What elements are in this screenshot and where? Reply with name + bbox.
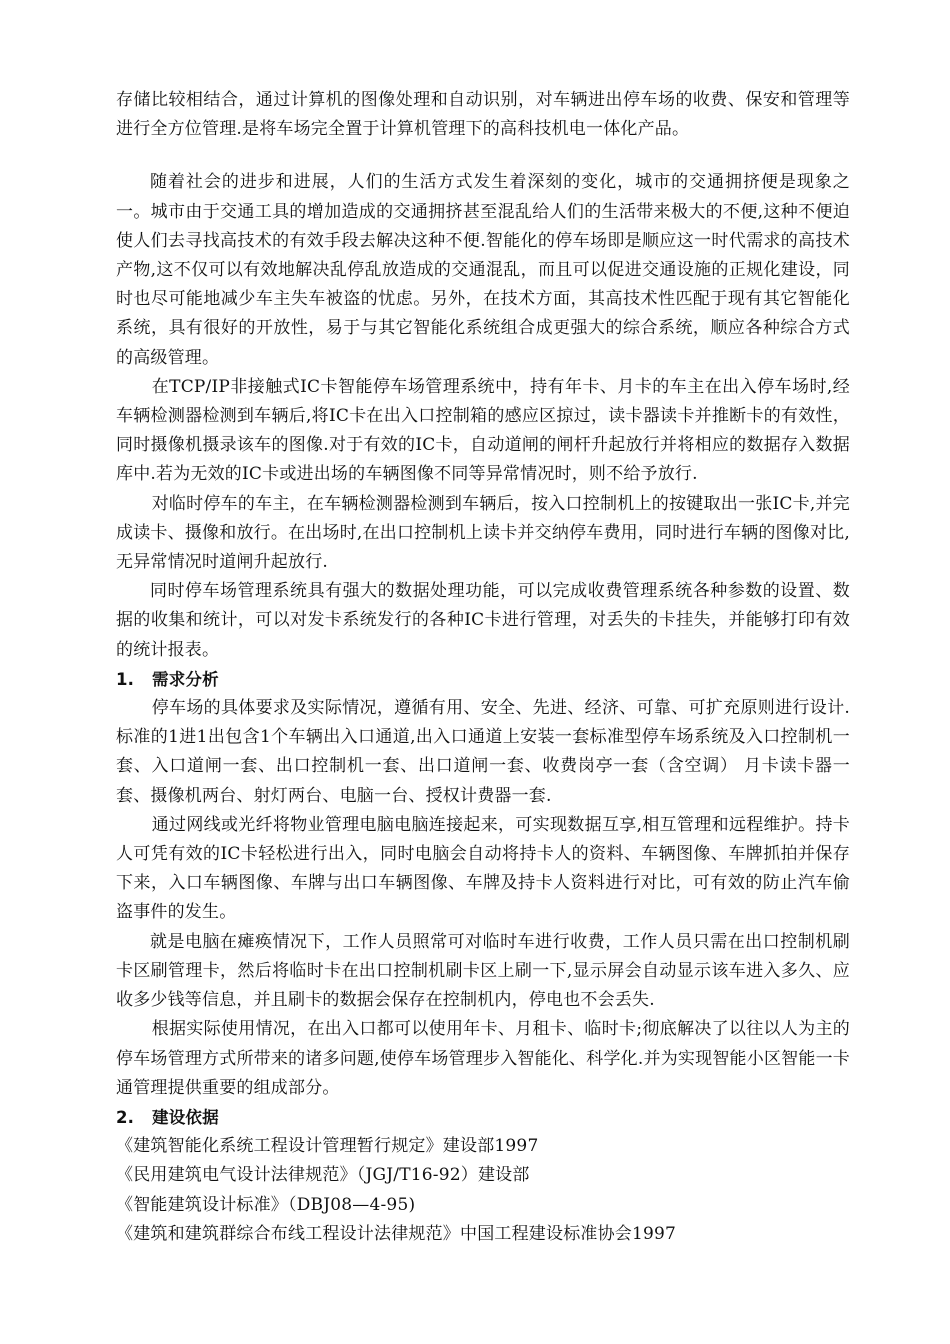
section-1-number: 1.	[116, 669, 135, 689]
section-2-heading	[116, 1103, 850, 1132]
section-1-title: 需求分析	[152, 669, 219, 689]
section-1-paragraph-2: 通过网线或光纤将物业管理电脑电脑连接起来，可实现数据互享,相互管理和远程维护。持卡人可凭有效的IC卡轻松进行出入，同时电脑会自动将持卡人的资料、车辆图像、车牌抓拍并保存下来，入口车辆图像、车牌与出口车辆图像、车牌及持卡人资料进行对比，可有效的防止汽车偷盗事件的发生。	[116, 814, 850, 923]
reference-item: 《智能建筑设计标准》（DBJ08—4-95)	[116, 1194, 416, 1215]
section-2-title: 建设依据	[152, 1107, 219, 1127]
intro-paragraph-2: 随着社会的进步和进展，人们的生活方式发生着深刻的变化，城市的交通拥挤便是现象之一。城市由于交通工具的增加造成的交通拥挤甚至混乱给人们的生活带来极大的不便,这种不便迫使人们去寻找高技术的有效手段去解决这种不便.智能化的停车场即是顺应这一时代需求的高技术产物,这不仅可以有效地解决乱停乱放造成的交通混乱，而且可以促进交通设施的正规化建设，同时也尽可能地减少车主失车被盗的忧虑。另外，在技术方面，其高技术性匹配于现有其它智能化系统，具有很好的开放性，易于与其它智能化系统组合成更强大的综合系统，顺应各种综合方式的高级管理。	[116, 172, 850, 368]
intro-paragraph-1: 存储比较相结合，通过计算机的图像处理和自动识别，对车辆进出停车场的收费、保安和管理等进行全方位管理.是将车场完全置于计算机管理下的高科技机电一体化产品。	[116, 90, 850, 140]
section-1-heading	[116, 665, 850, 694]
intro-paragraph-3: 在TCP/IP非接触式IC卡智能停车场管理系统中，持有年卡、月卡的车主在出入停车场时,经车辆检测器检测到车辆后,将IC卡在出入口控制箱的感应区掠过，读卡器读卡并推断卡的有效性，同时摄像机摄录该车的图像.对于有效的IC卡，自动道闸的闸杆升起放行并将相应的数据存入数据库中.若为无效的IC卡或进出场的车辆图像不同等异常情况时，则不给予放行.	[116, 376, 850, 485]
reference-item: 《建筑智能化系统工程设计管理暂行规定》建设部1997	[116, 1136, 539, 1157]
intro-paragraph-5: 同时停车场管理系统具有强大的数据处理功能，可以完成收费管理系统各种参数的设置、数据的收集和统计，可以对发卡系统发行的各种IC卡进行管理，对丢失的卡挂失，并能够打印有效的统计报表。	[116, 581, 850, 660]
reference-item: 《建筑和建筑群综合布线工程设计法律规范》中国工程建设标准协会1997	[116, 1223, 677, 1244]
section-2-number: 2.	[116, 1107, 135, 1127]
section-1-paragraph-1: 停车场的具体要求及实际情况，遵循有用、安全、先进、经济、可靠、可扩充原则进行设计.标准的1进1出包含1个车辆出入口通道,出入口通道上安装一套标准型停车场系统及入口控制机一套、入口道闸一套、出口控制机一套、出口道闸一套、收费岗亭一套（含空调） 月卡读卡器一套、摄像机两台、射灯两台、电脑一台、授权计费器一套.	[116, 698, 850, 806]
document-page	[116, 86, 850, 1249]
reference-item: 《民用建筑电气设计法律规范》（JGJ/T16-92）建设部	[116, 1165, 530, 1186]
section-1-paragraph-3: 就是电脑在瘫痪情况下，工作人员照常可对临时车进行收费，工作人员只需在出口控制机刷卡区刷管理卡，然后将临时卡在出口控制机刷卡区上刷一下,显示屏会自动显示该车进入多久、应收多少钱等信息，并且刷卡的数据会保存在控制机内，停电也不会丢失.	[116, 931, 850, 1011]
section-1-paragraph-4: 根据实际使用情况，在出入口都可以使用年卡、月租卡、临时卡;彻底解决了以往以人为主的停车场管理方式所带来的诸多问题,使停车场管理步入智能化、科学化.并为实现智能小区智能一卡通管理提供重要的组成部分。	[116, 1019, 850, 1098]
intro-paragraph-4: 对临时停车的车主，在车辆检测器检测到车辆后，按入口控制机上的按键取出一张IC卡,并完成读卡、摄像和放行。在出场时,在出口控制机上读卡并交纳停车费用，同时进行车辆的图像对比,无异常情况时道闸升起放行.	[116, 493, 850, 573]
